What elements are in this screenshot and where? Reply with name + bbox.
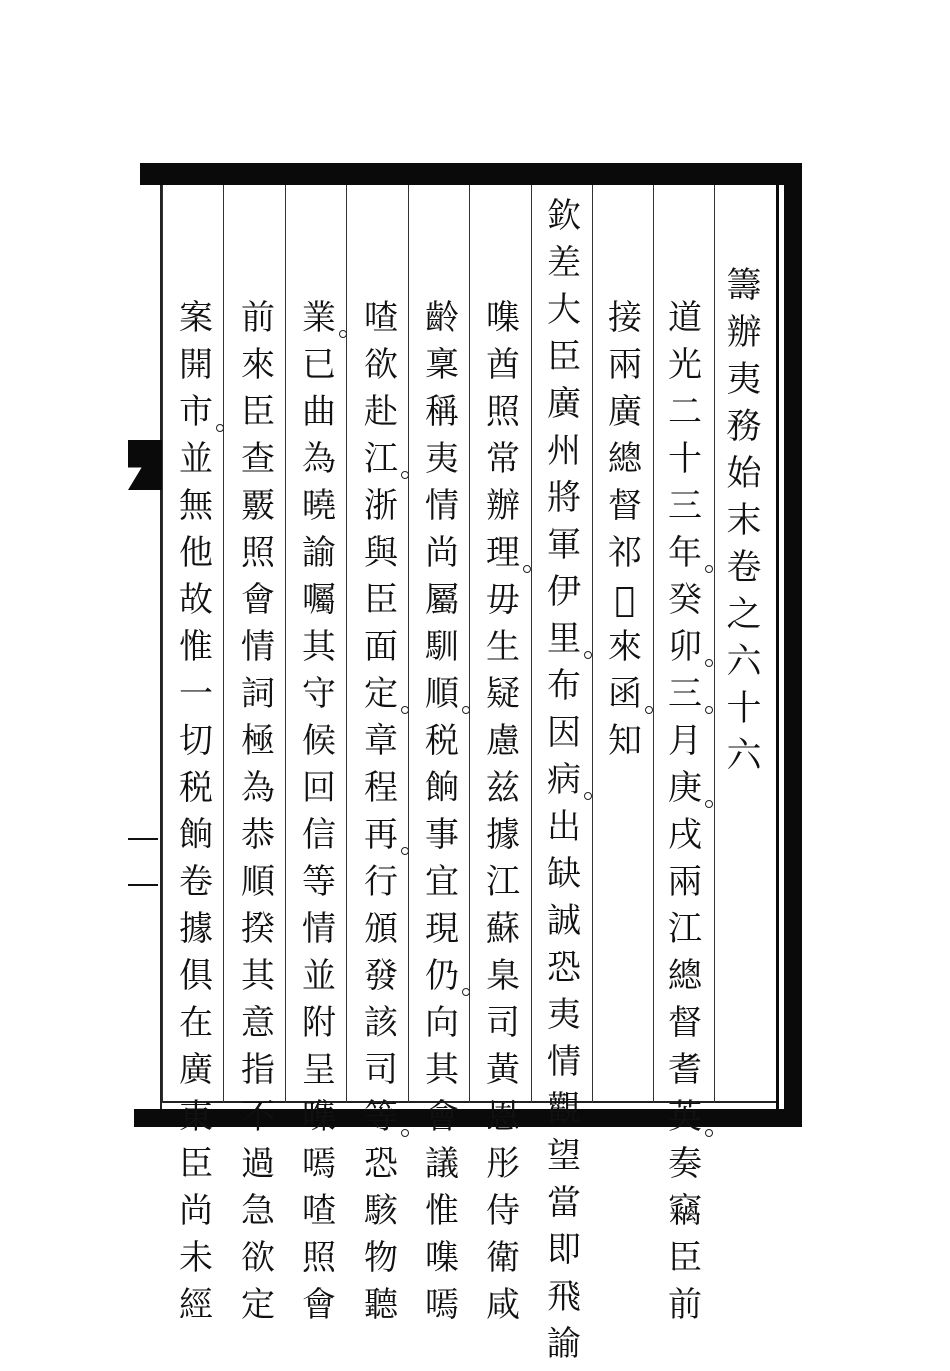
glyph: 布	[547, 666, 581, 706]
glyph: 順	[241, 862, 275, 902]
glyph: 廣	[608, 392, 642, 432]
glyph: 回	[302, 768, 336, 808]
glyph: 面	[364, 627, 398, 667]
glyph: 前	[241, 298, 275, 338]
glyph: 江	[359, 437, 403, 481]
glyph: 臣	[179, 1144, 213, 1184]
glyph: 俱	[179, 956, 213, 996]
glyph: 尚	[179, 1191, 213, 1231]
glyph: 惟	[425, 1191, 459, 1231]
glyph: 呈	[302, 1050, 336, 1090]
glyph: 當	[547, 1183, 581, 1223]
glyph: 他	[179, 533, 213, 573]
glyph: 衛	[486, 1238, 520, 1278]
glyph: 里	[542, 617, 586, 661]
glyph: 司	[486, 1003, 520, 1043]
glyph: 前	[668, 1285, 702, 1325]
glyph: 不	[241, 1097, 275, 1137]
glyph: 為	[241, 768, 275, 808]
glyph: 來	[241, 345, 275, 385]
glyph: 嘕	[302, 1144, 336, 1184]
glyph: 情	[547, 1042, 581, 1082]
glyph: 恩	[486, 1097, 520, 1137]
glyph: 大	[547, 290, 581, 330]
glyph: 三	[668, 486, 702, 526]
glyph: 侍	[486, 1191, 520, 1231]
frame-top-border	[140, 163, 802, 185]
glyph: 總	[668, 956, 702, 996]
glyph: 切	[179, 721, 213, 761]
glyph: 六	[726, 736, 762, 776]
text-column	[414, 296, 470, 1330]
glyph: 理	[481, 531, 525, 575]
glyph: 業	[297, 296, 341, 340]
glyph: 卯	[663, 625, 707, 669]
page-marker-line-bottom	[128, 884, 158, 886]
glyph: 㗱	[486, 298, 520, 338]
glyph: 曉	[302, 486, 336, 526]
text-column	[536, 194, 592, 1369]
glyph: 餉	[179, 815, 213, 855]
glyph: 六	[726, 642, 762, 682]
text-column	[353, 296, 409, 1330]
glyph: 慮	[486, 721, 520, 761]
glyph: 開	[179, 345, 213, 385]
glyph: 順	[420, 672, 464, 716]
page-marker-line-top	[128, 838, 158, 840]
glyph: 故	[179, 580, 213, 620]
glyph: 急	[241, 1191, 275, 1231]
glyph: 會	[425, 1097, 459, 1137]
glyph: 照	[486, 392, 520, 432]
glyph: 喳	[302, 1191, 336, 1231]
glyph: 庚	[663, 766, 707, 810]
glyph: 其	[425, 1050, 459, 1090]
glyph: 㗱	[302, 1097, 336, 1137]
glyph: 總	[608, 439, 642, 479]
glyph: 恐	[364, 1144, 398, 1184]
glyph: 守	[302, 674, 336, 714]
glyph: 廣	[179, 1050, 213, 1090]
glyph: 祁	[608, 533, 642, 573]
glyph: 無	[179, 486, 213, 526]
glyph: 竊	[668, 1191, 702, 1231]
glyph: 仍	[420, 954, 464, 998]
glyph: 生	[486, 627, 520, 667]
glyph: 末	[726, 501, 762, 541]
glyph: 據	[179, 909, 213, 949]
glyph: 餉	[425, 768, 459, 808]
glyph: 即	[547, 1230, 581, 1270]
glyph: 督	[668, 1003, 702, 1043]
glyph: 其	[241, 956, 275, 996]
glyph: 揆	[241, 909, 275, 949]
glyph: 曲	[302, 392, 336, 432]
glyph: 耆	[668, 1050, 702, 1090]
glyph: 尚	[425, 533, 459, 573]
fishtail-mark	[128, 440, 162, 490]
glyph: 來	[608, 627, 642, 667]
glyph: 癸	[668, 580, 702, 620]
glyph: 等	[359, 1095, 403, 1139]
glyph: 詞	[241, 674, 275, 714]
glyph: 未	[179, 1238, 213, 1278]
text-column	[657, 296, 713, 1330]
glyph: 望	[547, 1136, 581, 1176]
glyph: 市	[174, 390, 218, 434]
glyph: 病	[542, 758, 586, 802]
glyph: 諭	[547, 1324, 581, 1364]
glyph: 事	[425, 815, 459, 855]
text-column	[291, 296, 347, 1330]
glyph: 觀	[547, 1089, 581, 1129]
glyph: 兩	[668, 862, 702, 902]
glyph: 行	[364, 862, 398, 902]
glyph: 伊	[547, 572, 581, 612]
glyph: 喳	[364, 298, 398, 338]
glyph: 夷	[425, 439, 459, 479]
glyph: 指	[241, 1050, 275, 1090]
glyph: 蘇	[486, 909, 520, 949]
glyph: 税	[425, 721, 459, 761]
glyph: 三	[663, 672, 707, 716]
glyph: 卷	[726, 548, 762, 588]
glyph: 為	[302, 439, 336, 479]
column-rule	[531, 185, 532, 1103]
glyph: 經	[179, 1285, 213, 1325]
glyph: 程	[364, 768, 398, 808]
glyph: 嘕	[425, 1285, 459, 1325]
glyph: 欽	[547, 196, 581, 236]
glyph: 州	[547, 431, 581, 471]
glyph: 定	[359, 672, 403, 716]
text-column	[597, 296, 653, 766]
glyph: 極	[241, 721, 275, 761]
glyph: 東	[179, 1097, 213, 1137]
glyph: 物	[364, 1238, 398, 1278]
glyph: 臣	[668, 1238, 702, 1278]
glyph: 黃	[486, 1050, 520, 1090]
glyph: 會	[302, 1285, 336, 1325]
glyph: 並	[302, 956, 336, 996]
glyph: 兹	[486, 768, 520, 808]
glyph: 軍	[547, 525, 581, 565]
frame-right-inner-border	[776, 185, 779, 1109]
glyph: 現	[425, 909, 459, 949]
glyph: 飛	[547, 1277, 581, 1317]
glyph: 常	[486, 439, 520, 479]
glyph: 𡊮	[614, 580, 636, 620]
text-column	[168, 296, 224, 1330]
glyph: 照	[241, 533, 275, 573]
glyph: 光	[668, 345, 702, 385]
glyph: 誠	[547, 901, 581, 941]
glyph: 照	[302, 1238, 336, 1278]
glyph: 咸	[486, 1285, 520, 1325]
glyph: 恐	[547, 948, 581, 988]
glyph: 一	[179, 674, 213, 714]
glyph: 其	[302, 627, 336, 667]
glyph: 戌	[668, 815, 702, 855]
glyph: 囑	[302, 580, 336, 620]
glyph: 情	[302, 909, 336, 949]
glyph: 會	[241, 580, 275, 620]
glyph: 駭	[364, 1191, 398, 1231]
title-column	[716, 264, 772, 781]
glyph: 案	[179, 298, 213, 338]
glyph: 出	[547, 807, 581, 847]
glyph: 附	[302, 1003, 336, 1043]
glyph: 因	[547, 713, 581, 753]
glyph: 稱	[425, 392, 459, 432]
glyph: 齡	[425, 298, 459, 338]
glyph: 已	[302, 345, 336, 385]
glyph: 發	[364, 956, 398, 996]
glyph: 十	[668, 439, 702, 479]
glyph: 覈	[241, 486, 275, 526]
glyph: 兩	[608, 345, 642, 385]
glyph: 馴	[425, 627, 459, 667]
glyph: 之	[726, 595, 762, 635]
glyph: 㗱	[425, 1238, 459, 1278]
glyph: 辦	[726, 313, 762, 353]
glyph: 始	[726, 454, 762, 494]
glyph: 臬	[486, 956, 520, 996]
glyph: 道	[668, 298, 702, 338]
glyph: 江	[486, 862, 520, 902]
glyph: 候	[302, 721, 336, 761]
glyph: 惟	[179, 627, 213, 667]
glyph: 意	[241, 1003, 275, 1043]
glyph: 辦	[486, 486, 520, 526]
glyph: 欲	[364, 345, 398, 385]
glyph: 臣	[241, 392, 275, 432]
glyph: 奏	[668, 1144, 702, 1184]
column-rule	[714, 185, 715, 1103]
glyph: 欲	[241, 1238, 275, 1278]
glyph: 向	[425, 1003, 459, 1043]
glyph: 情	[241, 627, 275, 667]
glyph: 臣	[547, 337, 581, 377]
glyph: 知	[608, 721, 642, 761]
glyph: 酋	[486, 345, 520, 385]
column-rule	[592, 185, 593, 1103]
glyph: 赴	[364, 392, 398, 432]
glyph: 諭	[302, 533, 336, 573]
glyph: 函	[603, 672, 647, 716]
glyph: 再	[359, 813, 403, 857]
text-column	[230, 296, 286, 1330]
glyph: 該	[364, 1003, 398, 1043]
glyph: 等	[302, 862, 336, 902]
glyph: 缺	[547, 854, 581, 894]
glyph: 恭	[241, 815, 275, 855]
glyph: 議	[425, 1144, 459, 1184]
glyph: 督	[608, 486, 642, 526]
glyph: 浙	[364, 486, 398, 526]
glyph: 章	[364, 721, 398, 761]
glyph: 廣	[547, 384, 581, 424]
text-column	[475, 296, 531, 1330]
glyph: 宜	[425, 862, 459, 902]
glyph: 差	[547, 243, 581, 283]
glyph: 查	[241, 439, 275, 479]
glyph: 在	[179, 1003, 213, 1043]
glyph: 江	[668, 909, 702, 949]
glyph: 司	[364, 1050, 398, 1090]
frame-right-border	[784, 163, 802, 1127]
glyph: 月	[668, 721, 702, 761]
column-rule	[653, 185, 654, 1103]
glyph: 聽	[364, 1285, 398, 1325]
glyph: 疑	[486, 674, 520, 714]
glyph: 並	[179, 439, 213, 479]
glyph: 定	[241, 1285, 275, 1325]
glyph: 彤	[486, 1144, 520, 1184]
glyph: 接	[608, 298, 642, 338]
glyph: 將	[547, 478, 581, 518]
glyph: 二	[668, 392, 702, 432]
glyph: 毋	[486, 580, 520, 620]
glyph: 頒	[364, 909, 398, 949]
glyph: 過	[241, 1144, 275, 1184]
glyph: 情	[425, 486, 459, 526]
glyph: 英	[663, 1095, 707, 1139]
glyph: 信	[302, 815, 336, 855]
glyph: 夷	[726, 360, 762, 400]
column-rule	[162, 185, 163, 1103]
glyph: 税	[179, 768, 213, 808]
glyph: 夷	[547, 995, 581, 1035]
glyph: 與	[364, 533, 398, 573]
glyph: 據	[486, 815, 520, 855]
glyph: 十	[726, 689, 762, 729]
glyph: 卷	[179, 862, 213, 902]
glyph: 籌	[726, 266, 762, 306]
glyph: 務	[726, 407, 762, 447]
glyph: 年	[663, 531, 707, 575]
glyph: 臣	[364, 580, 398, 620]
glyph: 屬	[425, 580, 459, 620]
glyph: 稟	[425, 345, 459, 385]
